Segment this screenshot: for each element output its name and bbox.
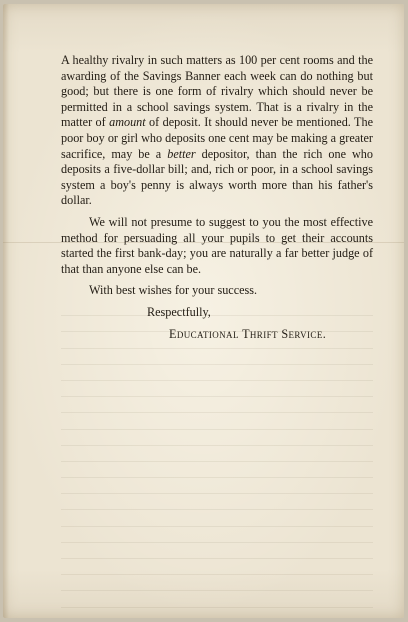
paragraph-best-wishes: With best wishes for your success.: [89, 283, 258, 298]
letter-body: [61, 53, 373, 342]
paragraph-rivalry-text-2: of deposit. It should never be mentioned. The poor boy or girl who deposits one cent may be making a greater sacrifice, may be a: [61, 115, 373, 161]
closing-line: Respectfully,: [147, 304, 211, 319]
paragraph-method: We will not presume to suggest to you the most effective method for persuading all your pupils to get their accounts started the first bank-day; you are naturally a far better judge of that than anyone else can be.: [61, 214, 373, 276]
reverse-side-show-through: [61, 300, 373, 618]
paragraph-rivalry-text-1: A healthy rivalry in such matters as 100 per cent rooms and the awarding of the Savings Banner each week can do nothing but good; but there is one form of rivalry which should never be permitted in a school savings system. That is a rivalry in the matter of: [61, 53, 373, 130]
emphasis-better: better: [167, 146, 196, 161]
signature: Educational Thrift Service.: [169, 326, 327, 341]
paper-edge-stain: [3, 4, 9, 618]
paragraph-rivalry: [61, 53, 373, 209]
paragraph-rivalry-text-3: depositor, than the rich one who deposits a five-dollar bill; and, rich or poor, in a school savings system a boy's penny is always worth more than his father's dollar.: [61, 146, 373, 208]
letter-page: [3, 4, 404, 618]
emphasis-amount: amount: [109, 115, 146, 130]
